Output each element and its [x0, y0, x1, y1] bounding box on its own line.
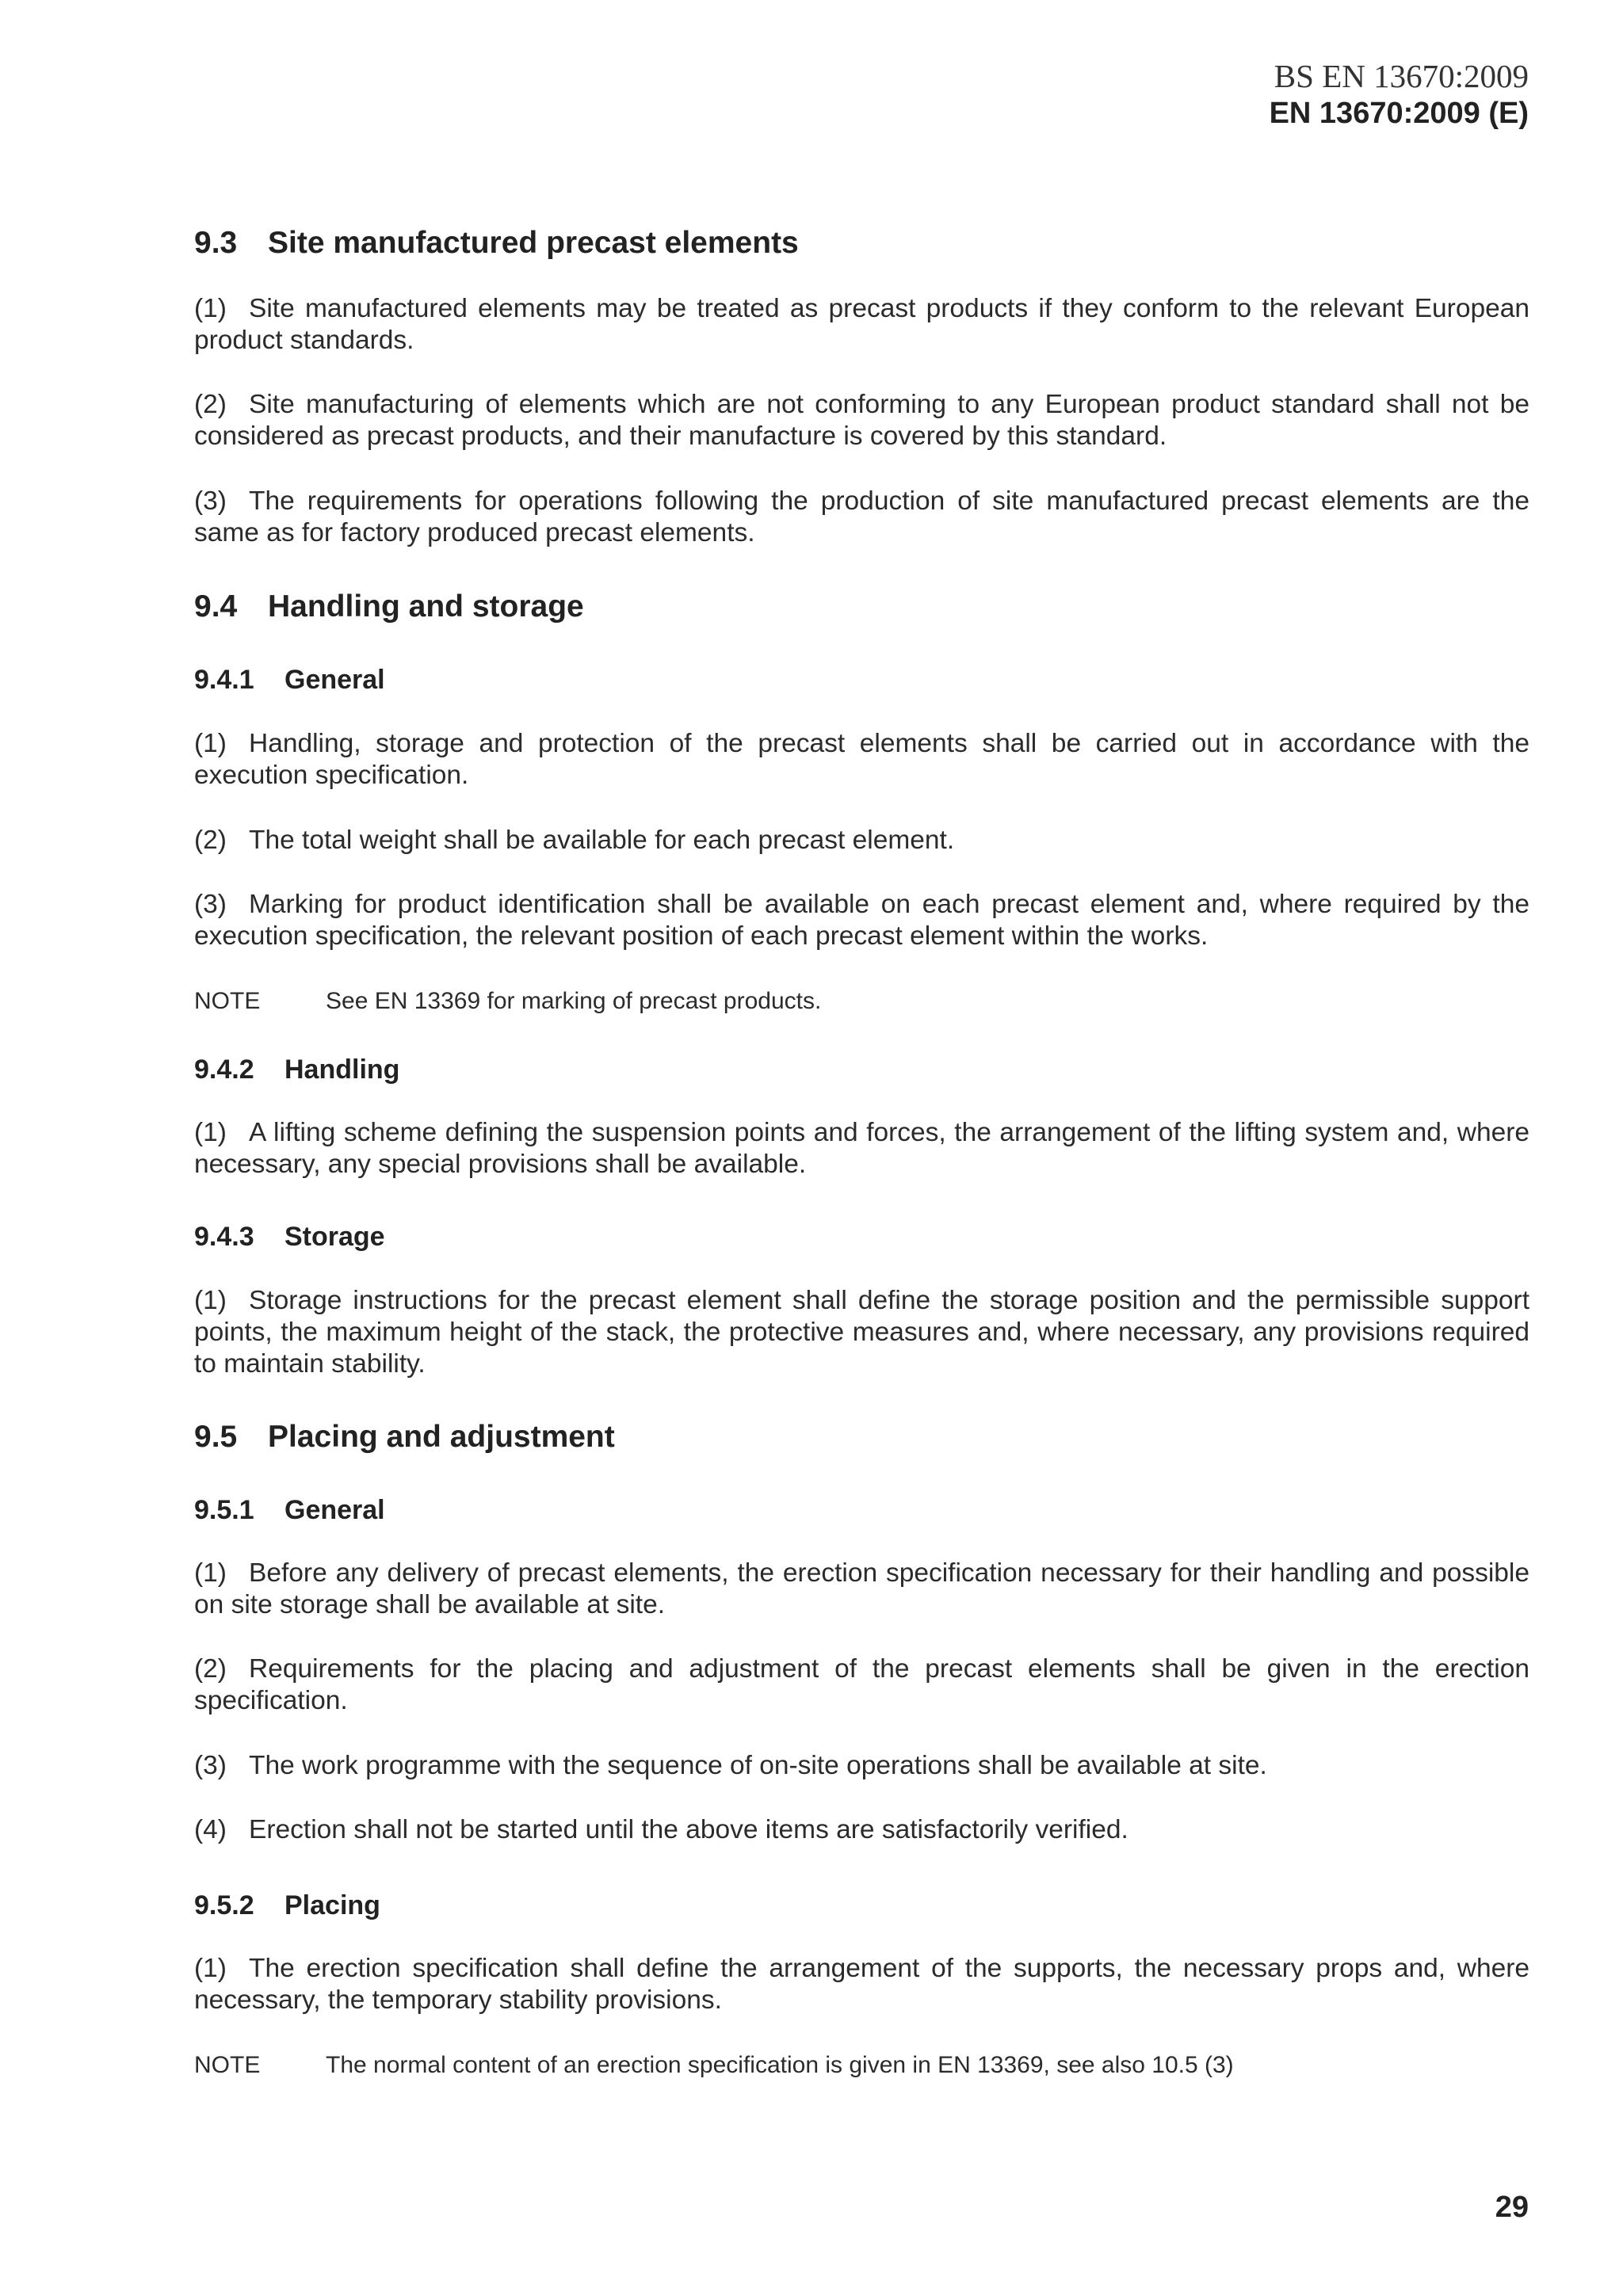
- subsection-title: Handling: [285, 1055, 400, 1085]
- paragraph-text: The requirements for operations following the production of site manufactured precast elements are the same as for factory produced precast elements.: [194, 486, 1529, 547]
- paragraph-number: (3): [194, 890, 227, 919]
- paragraph-9-4-1-2: [194, 825, 1529, 856]
- subsection-title: Placing: [285, 1890, 380, 1920]
- paragraph-9-4-1-1: [194, 728, 1529, 791]
- note-text: See EN 13369 for marking of precast products.: [326, 988, 822, 1014]
- paragraph-text: Site manufacturing of elements which are not conforming to any European product standard shall not be considered as precast products, and their manufacture is covered by this standard.: [194, 390, 1529, 451]
- note-marking: [194, 986, 1529, 1016]
- paragraph-text: Marking for product identification shall be available on each precast element and, where required by the execution specification, the relevant position of each precast element within the works.: [194, 890, 1529, 951]
- subsection-heading-9-4-1: [194, 664, 1529, 696]
- subsection-heading-9-4-2: [194, 1054, 1529, 1085]
- subsection-number: 9.4.3: [194, 1222, 254, 1252]
- paragraph-number: (1): [194, 1286, 227, 1315]
- paragraph-9-5-1-2: [194, 1653, 1529, 1717]
- note-text: The normal content of an erection specification is given in EN 13369, see also 10.5 (3): [326, 2052, 1234, 2078]
- subsection-number: 9.5.2: [194, 1890, 254, 1920]
- section-title: Placing and adjustment: [268, 1420, 615, 1454]
- paragraph-number: (2): [194, 826, 227, 855]
- section-heading-9-4: [194, 589, 1529, 625]
- note-label: NOTE: [194, 988, 261, 1014]
- note-label: NOTE: [194, 2052, 261, 2078]
- paragraph-number: (4): [194, 1815, 227, 1844]
- paragraph-9-5-1-3: [194, 1750, 1529, 1782]
- paragraph-9-5-1-4: [194, 1814, 1529, 1846]
- paragraph-number: (1): [194, 294, 227, 323]
- paragraph-text: Storage instructions for the precast element shall define the storage position and the permissible support points, the maximum height of the stack, the protective measures and, where necessary, any provisions required to maintain stability.: [194, 1286, 1529, 1379]
- note-erection-specification: [194, 2050, 1529, 2081]
- section-title: Handling and storage: [268, 589, 584, 624]
- section-heading-9-3: [194, 225, 1529, 261]
- paragraph-text: Requirements for the placing and adjustment of the precast elements shall be given in the erection specification.: [194, 1654, 1529, 1715]
- paragraph-number: (1): [194, 1118, 227, 1147]
- paragraph-text: Erection shall not be started until the above items are satisfactorily verified.: [249, 1815, 1128, 1844]
- paragraph-number: (3): [194, 486, 227, 516]
- paragraph-text: Before any delivery of precast elements, the erection specification necessary for their handling and possible on site storage shall be available at site.: [194, 1558, 1529, 1619]
- page-header: [1270, 57, 1529, 132]
- section-number: 9.3: [194, 226, 238, 260]
- paragraph-9-4-2-1: [194, 1117, 1529, 1180]
- subsection-title: General: [285, 665, 385, 695]
- paragraph-number: (2): [194, 1654, 227, 1684]
- page-number: 29: [1495, 2191, 1529, 2224]
- paragraph-text: The work programme with the sequence of on-site operations shall be available at site.: [249, 1751, 1267, 1780]
- paragraph-text: A lifting scheme defining the suspension points and forces, the arrangement of the lifting system and, where necessary, any special provisions shall be available.: [194, 1118, 1529, 1179]
- paragraph-9-4-1-3: [194, 889, 1529, 952]
- paragraph-9-5-2-1: [194, 1953, 1529, 2016]
- subsection-title: General: [285, 1495, 385, 1525]
- subsection-title: Storage: [285, 1222, 385, 1252]
- paragraph-9-3-3: [194, 486, 1529, 549]
- section-title: Site manufactured precast elements: [268, 226, 799, 260]
- section-heading-9-5: [194, 1419, 1529, 1455]
- paragraph-number: (1): [194, 1558, 227, 1588]
- section-number: 9.5: [194, 1420, 238, 1454]
- bs-standard-reference: BS EN 13670:2009: [1274, 58, 1529, 94]
- subsection-number: 9.4.2: [194, 1055, 254, 1085]
- paragraph-9-3-1: [194, 293, 1529, 357]
- subsection-heading-9-5-1: [194, 1494, 1529, 1526]
- paragraph-number: (3): [194, 1751, 227, 1780]
- paragraph-text: Site manufactured elements may be treated as precast products if they conform to the relevant European product standards.: [194, 294, 1529, 355]
- subsection-number: 9.4.1: [194, 665, 254, 695]
- paragraph-text: Handling, storage and protection of the precast elements shall be carried out in accordance with the execution specification.: [194, 729, 1529, 790]
- subsection-heading-9-5-2: [194, 1890, 1529, 1921]
- section-number: 9.4: [194, 589, 238, 624]
- paragraph-9-3-2: [194, 389, 1529, 452]
- subsection-heading-9-4-3: [194, 1221, 1529, 1253]
- paragraph-text: The total weight shall be available for each precast element.: [249, 826, 955, 855]
- paragraph-9-5-1-1: [194, 1558, 1529, 1621]
- paragraph-number: (1): [194, 729, 227, 758]
- paragraph-text: The erection specification shall define the arrangement of the supports, the necessary props and, where necessary, the temporary stability provisions.: [194, 1954, 1529, 2015]
- paragraph-number: (1): [194, 1954, 227, 1983]
- paragraph-9-4-3-1: [194, 1285, 1529, 1380]
- en-standard-reference: EN 13670:2009 (E): [1269, 97, 1529, 130]
- subsection-number: 9.5.1: [194, 1495, 254, 1525]
- paragraph-number: (2): [194, 390, 227, 419]
